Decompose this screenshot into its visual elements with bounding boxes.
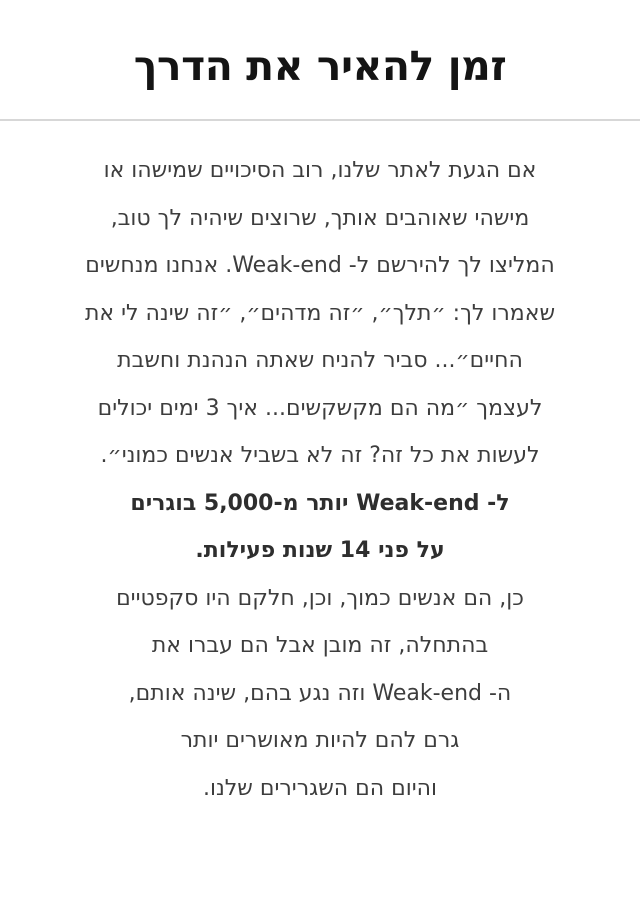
page-header: [0, 0, 640, 121]
closing-line: בהתחלה, זה מובן אבל הם עברו את: [151, 633, 489, 658]
intro-line: החיים״... סביר להניח שאתה הנהנת וחשבת: [117, 348, 523, 373]
highlight-line: על פני 14 שנות פעילות.: [195, 538, 445, 563]
closing-paragraph: [40, 575, 600, 813]
intro-line: אם הגעת לאתר שלנו, רוב הסיכויים שמישהו או: [103, 158, 537, 183]
highlight-paragraph: [40, 480, 600, 575]
intro-paragraph: [40, 147, 600, 480]
closing-line: ה- Weak-end וזה נגע בהם, שינה אותם,: [128, 680, 512, 706]
highlight-line: ל- Weak-end יותר מ-5,000 בוגרים: [130, 490, 510, 516]
page-title: זמן להאיר את הדרך: [133, 42, 507, 90]
article-body: [40, 147, 600, 812]
closing-line: גרם להם להיות מאושרים יותר: [180, 728, 460, 753]
intro-line: שאמרו לך: ״תלך״, ״זה מדהים״, ״זה שינה לי את: [84, 300, 556, 326]
intro-line: לעשות את כל זה? זה לא בשביל אנשים כמוני״.: [100, 443, 540, 468]
intro-line: מישהי שאוהבים אותך, שרוצים שיהיה לך טוב,: [110, 205, 530, 231]
closing-line: והיום הם השגרירים שלנו.: [202, 775, 438, 801]
intro-line: המליצו לך להירשם ל- Weak-end. אנחנו מנחשים: [85, 253, 555, 278]
intro-line: לעצמך ״מה הם מקשקשים... איך 3 ימים יכולים: [97, 395, 543, 421]
closing-line: כן, הם אנשים כמוך, וכן, חלקם היו סקפטיים: [116, 585, 524, 611]
